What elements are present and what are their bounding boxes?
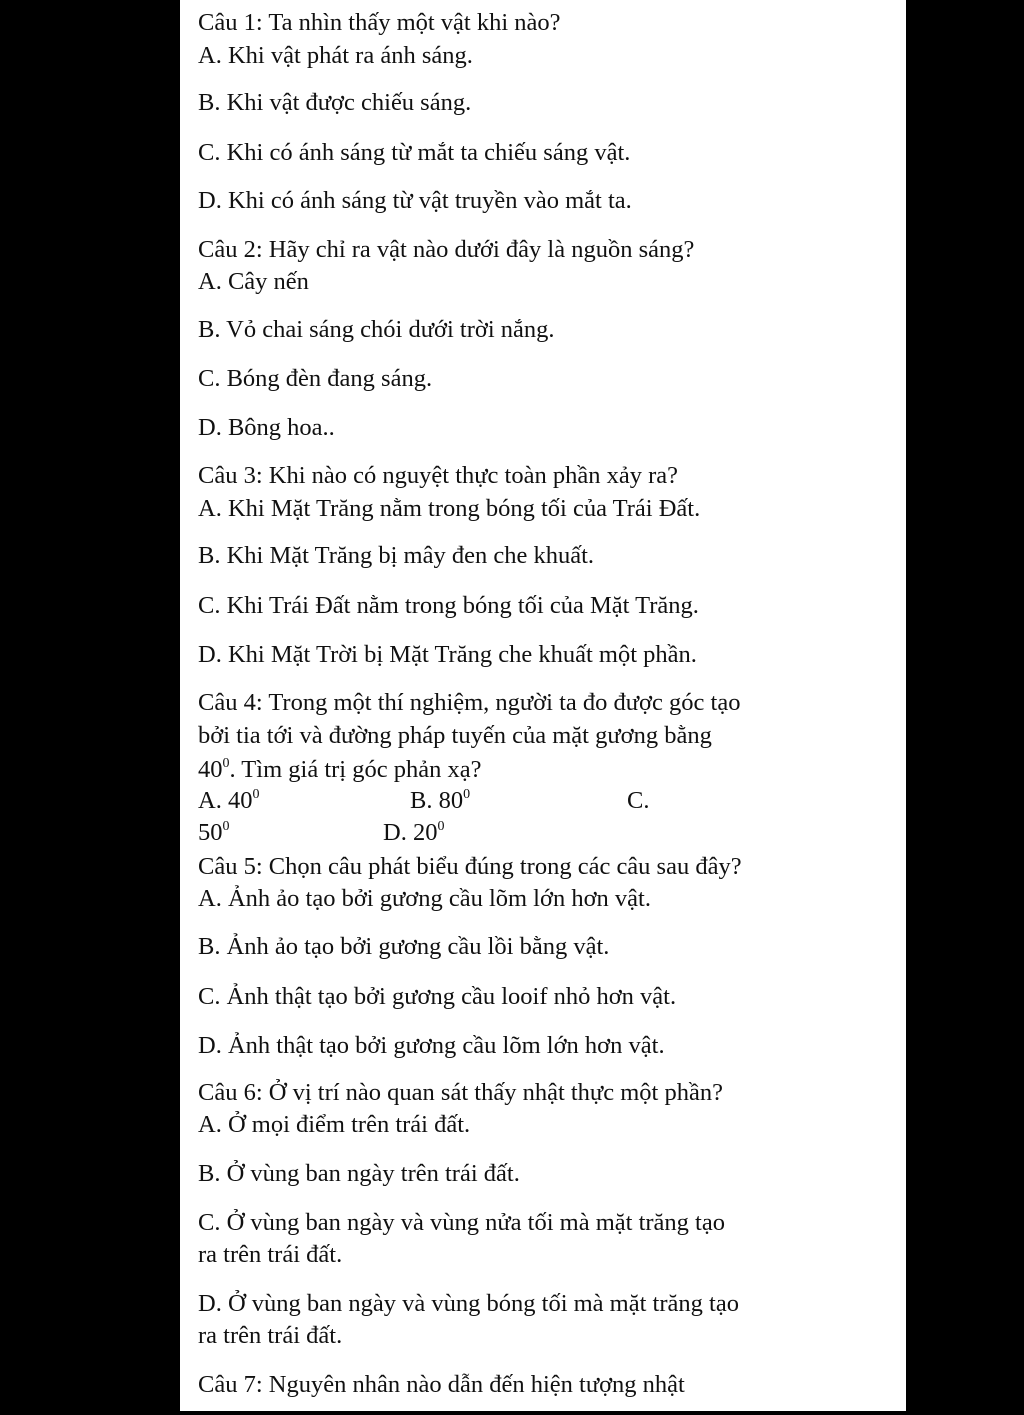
q6-option-d-line-2: ra trên trái đất. <box>198 1322 343 1349</box>
q1-option-a: A. Khi vật phát ra ánh sáng. <box>198 42 473 69</box>
q6-option-b: B. Ở vùng ban ngày trên trái đất. <box>198 1160 520 1187</box>
q4-option-a <box>198 786 259 816</box>
degree-sup: 0 <box>463 787 471 802</box>
q5-option-d: D. Ảnh thật tạo bởi gương cầu lõm lớn hơn vật. <box>198 1032 665 1059</box>
q5-option-b: B. Ảnh ảo tạo bởi gương cầu lồi bằng vật. <box>198 933 610 960</box>
q1-option-d: D. Khi có ánh sáng từ vật truyền vào mắt ta. <box>198 187 632 214</box>
q4-option-a-label: A. 40 <box>198 787 253 814</box>
q4-option-d-label: D. 20 <box>383 819 438 846</box>
degree-sup: 0 <box>222 819 230 834</box>
q3-option-b: B. Khi Mặt Trăng bị mây đen che khuất. <box>198 542 595 569</box>
q6-option-d-line-1: D. Ở vùng ban ngày và vùng bóng tối mà mặt trăng tạo <box>198 1290 739 1317</box>
q5-option-c: C. Ảnh thật tạo bởi gương cầu looif nhỏ hơn vật. <box>198 983 677 1010</box>
q1-option-c: C. Khi có ánh sáng từ mắt ta chiếu sáng vật. <box>198 139 631 166</box>
q4-option-d <box>383 818 444 848</box>
question-2: Câu 2: Hãy chỉ ra vật nào dưới đây là nguồn sáng? <box>198 236 695 263</box>
q3-option-c: C. Khi Trái Đất nằm trong bóng tối của Mặt Trăng. <box>198 592 699 619</box>
q1-option-b: B. Khi vật được chiếu sáng. <box>198 89 472 116</box>
question-4-line-2: bởi tia tới và đường pháp tuyến của mặt gương bằng <box>198 722 712 749</box>
q4-option-b-label: B. 80 <box>410 787 464 814</box>
q3-option-d: D. Khi Mặt Trời bị Mặt Trăng che khuất một phần. <box>198 641 697 668</box>
q4-option-c-value <box>198 818 230 848</box>
question-6: Câu 6: Ở vị trí nào quan sát thấy nhật thực một phần? <box>198 1079 723 1106</box>
q6-option-a: A. Ở mọi điểm trên trái đất. <box>198 1111 471 1138</box>
q2-option-b: B. Vỏ chai sáng chói dưới trời nắng. <box>198 316 555 343</box>
q2-option-d: D. Bông hoa.. <box>198 414 335 441</box>
q2-option-a: A. Cây nến <box>198 268 309 295</box>
q4-option-b <box>410 786 470 816</box>
q6-option-c-line-1: C. Ở vùng ban ngày và vùng nửa tối mà mặt trăng tạo <box>198 1209 725 1236</box>
q4-option-c-label: C. <box>627 787 650 814</box>
degree-sup: 0 <box>437 819 445 834</box>
q6-option-c-line-2: ra trên trái đất. <box>198 1241 343 1268</box>
question-1: Câu 1: Ta nhìn thấy một vật khi nào? <box>198 9 561 36</box>
angle-value: 40 <box>198 756 223 783</box>
degree-sup: 0 <box>222 756 230 771</box>
q2-option-c: C. Bóng đèn đang sáng. <box>198 365 433 392</box>
question-4-line-3 <box>198 755 481 785</box>
degree-sup: 0 <box>252 787 260 802</box>
document-page <box>180 0 906 1411</box>
q5-option-a: A. Ảnh ảo tạo bởi gương cầu lõm lớn hơn vật. <box>198 885 651 912</box>
question-7: Câu 7: Nguyên nhân nào dẫn đến hiện tượng nhật <box>198 1371 685 1398</box>
question-5: Câu 5: Chọn câu phát biểu đúng trong các câu sau đây? <box>198 853 742 880</box>
q4-option-c-number: 50 <box>198 819 223 846</box>
question-4-line-1: Câu 4: Trong một thí nghiệm, người ta đo được góc tạo <box>198 689 741 716</box>
question-4-tail: . Tìm giá trị góc phản xạ? <box>229 756 482 783</box>
question-3: Câu 3: Khi nào có nguyệt thực toàn phần xảy ra? <box>198 462 678 489</box>
q3-option-a: A. Khi Mặt Trăng nằm trong bóng tối của Trái Đất. <box>198 495 701 522</box>
